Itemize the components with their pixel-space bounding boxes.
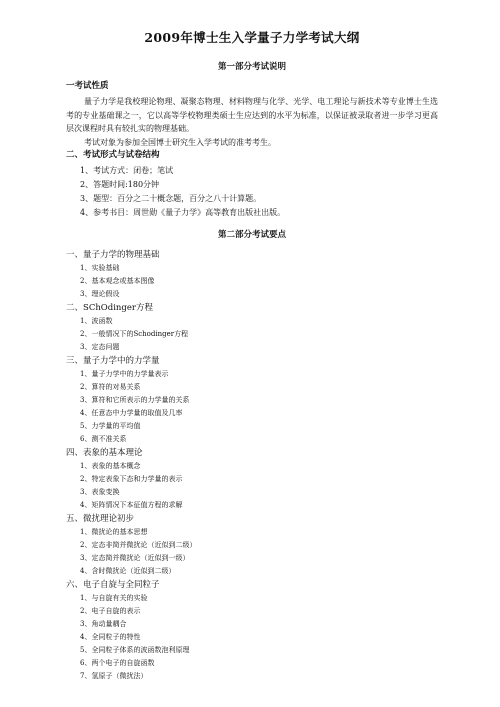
part2-title: 第二部分考试要点 xyxy=(217,230,286,240)
chapter-block xyxy=(66,446,438,512)
section2-heading: 二、考试形式与试卷结构 xyxy=(66,150,160,160)
chapter-block xyxy=(66,248,438,301)
topic-item: 4、任意态中力学量的取值及几率 xyxy=(80,409,183,417)
topic-item: 1、微扰论的基本思想 xyxy=(80,528,148,536)
exam-format-item: 1、考试方式：闭卷；笔试 xyxy=(80,166,174,175)
topic-item: 5、力学量的平均值 xyxy=(80,422,141,430)
chapter-title: 一、量子力学的物理基础 xyxy=(66,250,160,260)
part1-title: 第一部分考试说明 xyxy=(217,62,286,72)
document-title: 2009年博士生入学量子力学考试大纲 xyxy=(144,30,360,45)
topic-item: 2、基本观念或基本图像 xyxy=(80,277,155,285)
topic-item: 2、定态非简并微扰论（近似到二级） xyxy=(80,541,197,549)
section1-paragraph-2: 考试对象为参加全国博士研究生入学考试的准考考生。 xyxy=(84,137,276,147)
exam-format-item: 2、答题时间:180分钟 xyxy=(80,180,160,189)
topic-item: 5、全同粒子体系的波函数泡利原理 xyxy=(80,646,190,654)
topic-item: 4、全同粒子的特性 xyxy=(80,633,141,641)
topic-item: 1、表象的基本概念 xyxy=(80,462,141,470)
topic-item: 2、特定表象下态和力学量的表示 xyxy=(80,475,183,483)
topic-item: 4、含时微扰论（近似到二级） xyxy=(80,567,176,575)
topic-item: 6、测不准关系 xyxy=(80,435,127,443)
topic-item: 2、一般情况下的Schodinger方程 xyxy=(80,330,189,338)
topic-item: 7、氢原子（微扰法） xyxy=(80,672,148,680)
section1-heading: 一考试性质 xyxy=(66,81,109,91)
exam-format-item: 4、参考书目：周世勋《量子力学》高等教育出版社出版。 xyxy=(80,208,286,217)
exam-format-item: 3、题型：百分之二十概念题，百分之八十计算题。 xyxy=(80,194,262,203)
section1-paragraph-1: 量子力学是我校理论物理、凝聚态物理、材料物理与化学、光学、电工理论与新技术等专业博士生选考的专业基础课之一，它以高等学校物理类硕士生应达到的水平为标准，以保证被录取者进一步学习更高层次课程时具有较扎实的物理基础。 xyxy=(66,97,438,133)
topic-item: 3、理论假设 xyxy=(80,290,120,298)
chapter-title: 六、电子自旋与全同粒子 xyxy=(66,580,160,590)
chapter-block xyxy=(66,354,438,446)
topic-item: 3、表象变换 xyxy=(80,488,120,496)
topic-item: 3、算符和它所表示的力学量的关系 xyxy=(80,396,190,404)
topic-item: 2、电子自旋的表示 xyxy=(80,607,141,615)
chapter-block xyxy=(66,301,438,354)
topic-item: 4、矩阵情况下本征值方程的求解 xyxy=(80,501,183,509)
topic-item: 2、算符的对易关系 xyxy=(80,383,141,391)
exam-format-list xyxy=(80,164,438,220)
chapter-block xyxy=(66,578,438,683)
topic-item: 1、实验基础 xyxy=(80,264,120,272)
chapter-title: 五、微扰理论初步 xyxy=(66,514,135,524)
chapter-title: 二、SChOdinger方程 xyxy=(66,303,153,313)
topic-item: 3、定态问题 xyxy=(80,343,120,351)
topic-item: 1、波函数 xyxy=(80,317,113,325)
topic-item: 3、角动量耦合 xyxy=(80,620,127,628)
topic-item: 1、量子力学中的力学量表示 xyxy=(80,370,169,378)
topic-item: 6、两个电子的自旋函数 xyxy=(80,659,155,667)
topic-item: 1、与自旋有关的实验 xyxy=(80,594,148,602)
chapter-title: 三、量子力学中的力学量 xyxy=(66,356,160,366)
chapter-title: 四、表象的基本理论 xyxy=(66,448,143,458)
topic-item: 3、定态简并微扰论（近似到一级） xyxy=(80,554,190,562)
chapter-block xyxy=(66,512,438,578)
